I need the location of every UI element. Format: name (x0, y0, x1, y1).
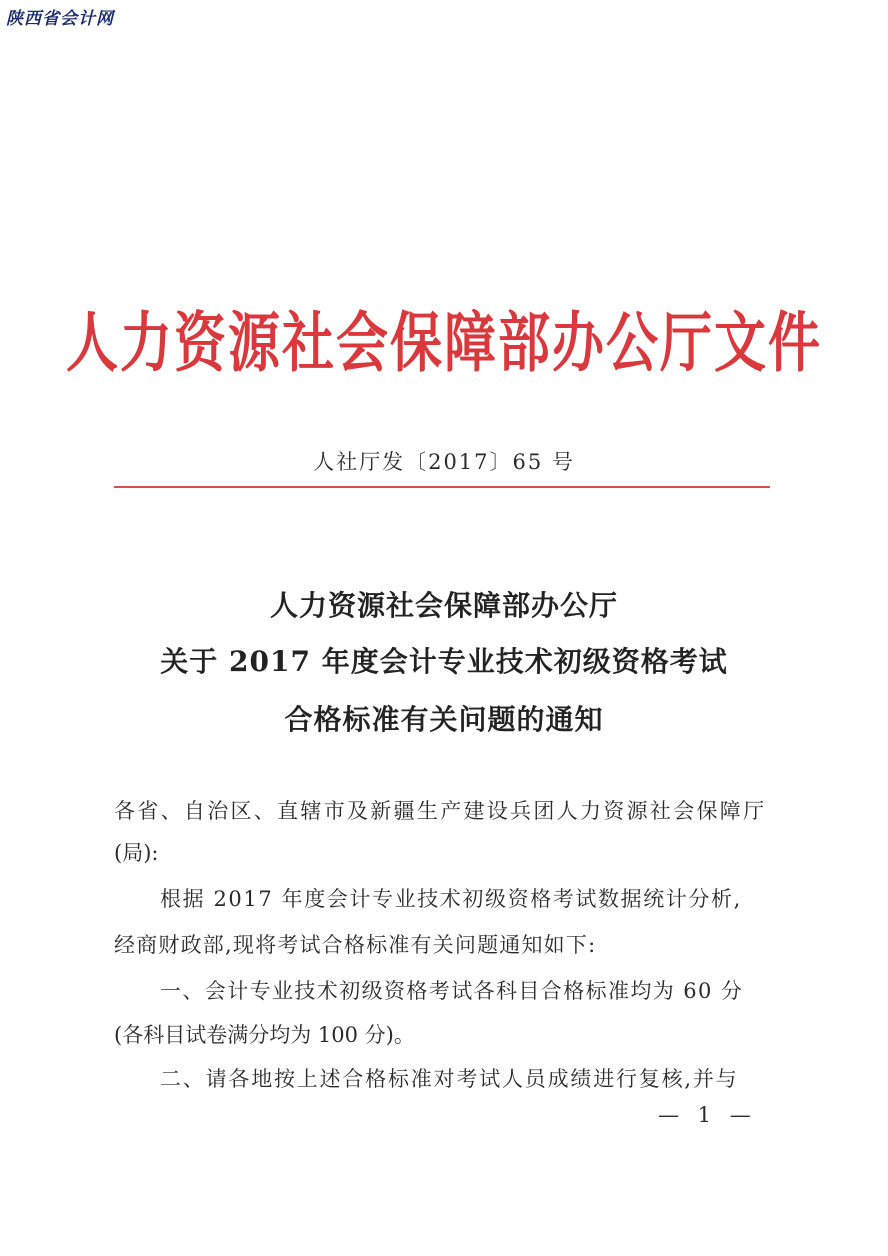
notice-title-line-3: 合格标准有关问题的通知 (284, 703, 604, 736)
body-addressee-line-2: (局): (114, 841, 159, 865)
body-paragraph-2-line-2: (各科目试卷满分均为 100 分)。 (114, 1023, 415, 1047)
document-number: 人社厅发〔2017〕65 号 (313, 450, 575, 474)
red-divider-line (114, 486, 770, 488)
page-number: — 1 — (658, 1103, 757, 1127)
body-paragraph-3-line-1: 二、请各地按上述合格标准对考试人员成绩进行复核,并与 (160, 1067, 739, 1091)
body-paragraph-1-line-2: 经商财政部,现将考试合格标准有关问题通知如下: (114, 933, 597, 957)
body-paragraph-1-line-1: 根据 2017 年度会计专业技术初级资格考试数据统计分析, (160, 887, 742, 911)
watermark-logo: 陕西省会计网 (6, 9, 114, 29)
body-paragraph-2-line-1: 一、会计专业技术初级资格考试各科目合格标准均为 60 分 (160, 979, 744, 1003)
body-addressee-line-1: 各省、自治区、直辖市及新疆生产建设兵团人力资源社会保障厅 (114, 799, 767, 823)
document-header-title: 人力资源社会保障部办公厅文件 (65, 306, 822, 382)
notice-title-line-2: 关于 2017 年度会计专业技术初级资格考试 (160, 645, 728, 678)
notice-title-line-1: 人力资源社会保障部办公厅 (269, 589, 618, 622)
